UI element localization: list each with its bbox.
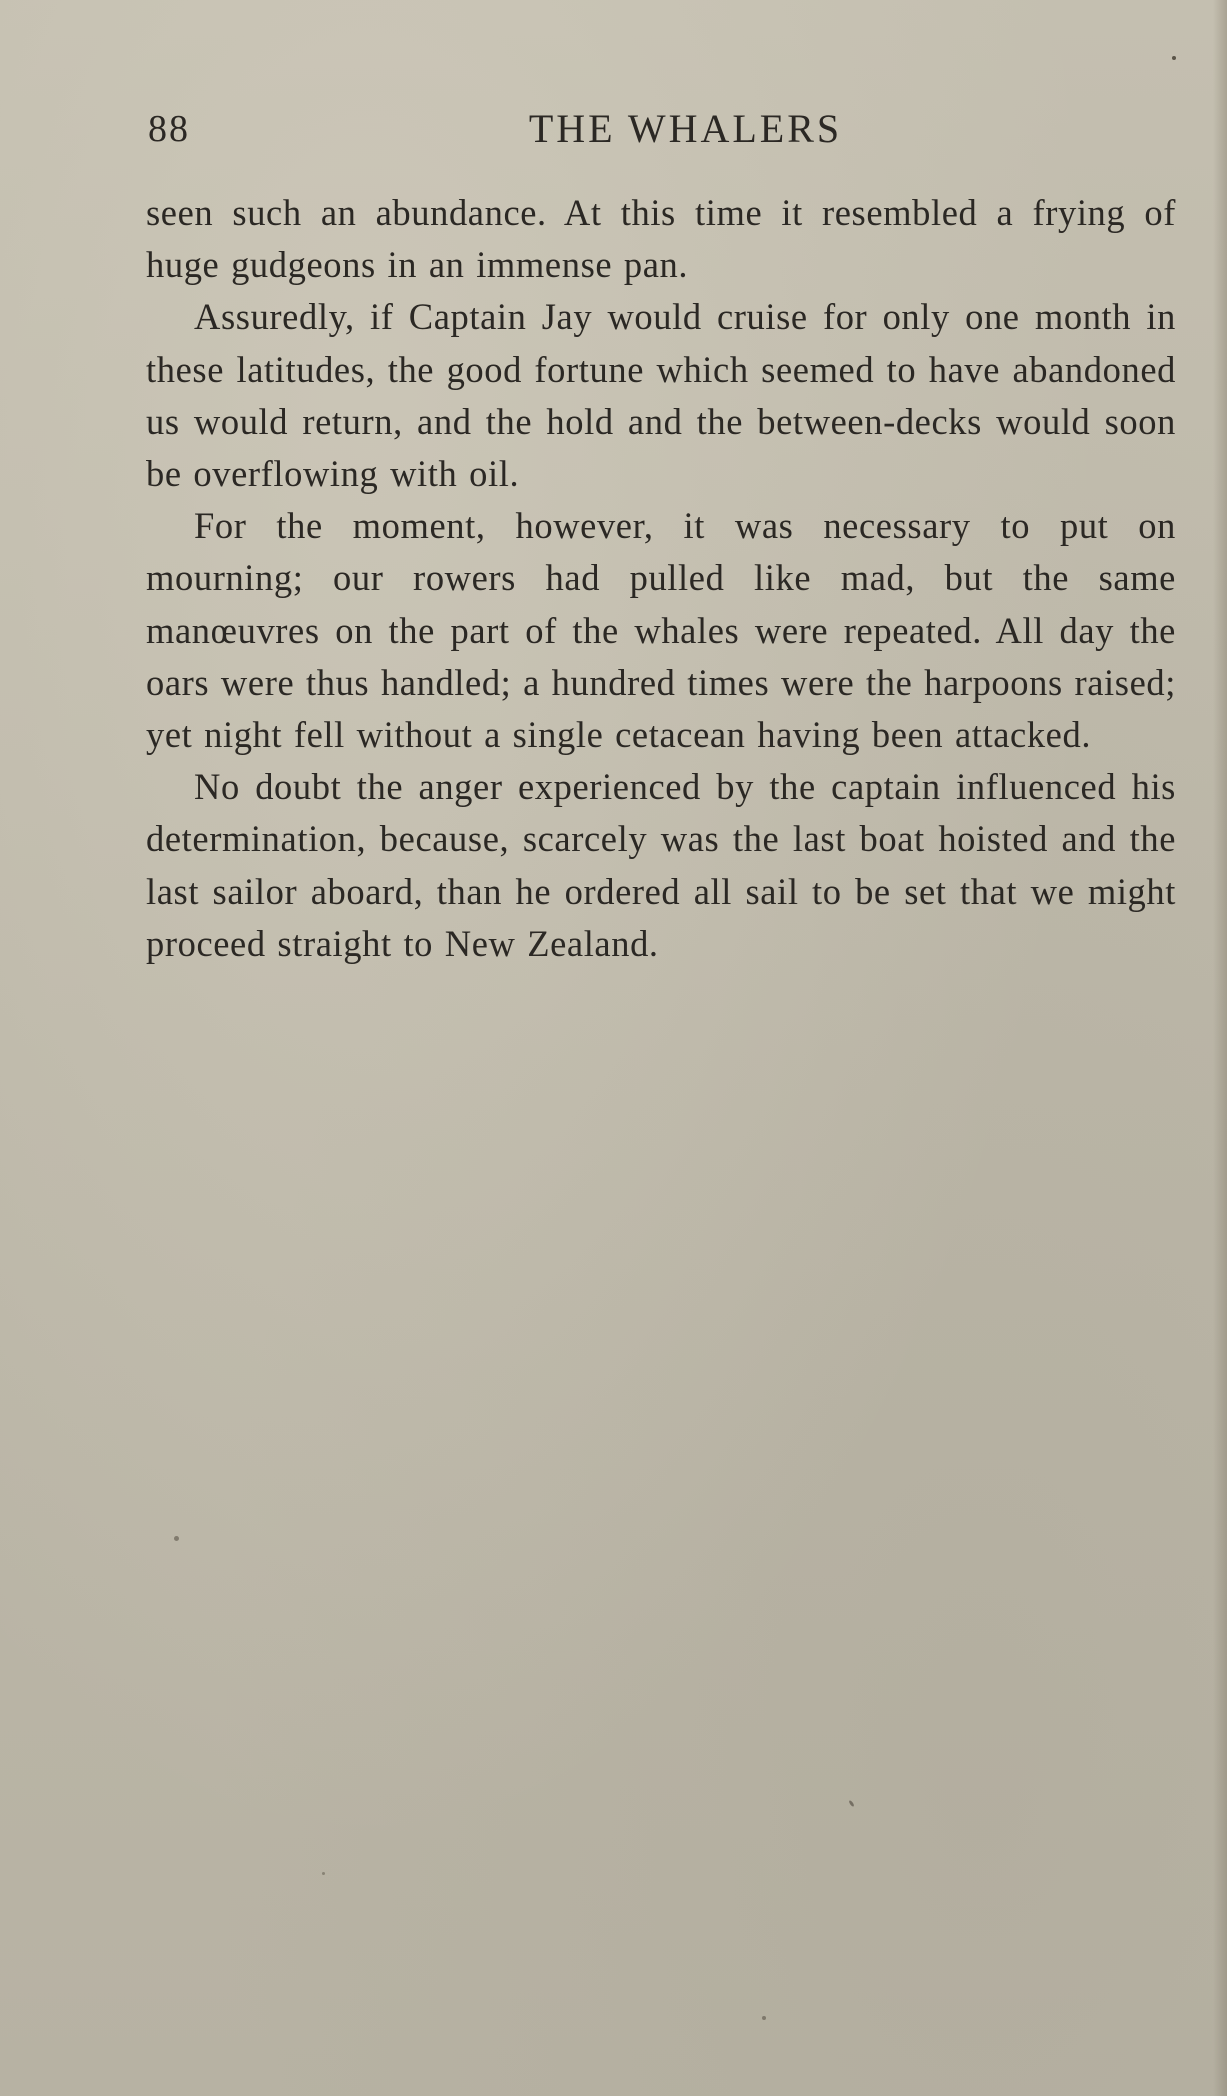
paragraph-3: For the moment, however, it was necessary to put on mourning; our rowers had pulled like mad, but the same manœuvres on the part of the whales were repeated. All day the oars were thus handled; a hundred times were the harpoons raised; yet night fell without a single cetacean having been attacked.: [146, 505, 1176, 756]
page-edge-shadow: [1213, 0, 1227, 2096]
paper-speck: [1172, 56, 1176, 60]
running-head: [148, 104, 1173, 154]
paper-speck: [174, 1536, 179, 1541]
paper-speck: [848, 1800, 854, 1807]
paragraph-2: Assuredly, if Captain Jay would cruise for only one month in these latitudes, the good fortune which seemed to have abandoned us would return, and the hold and the between-decks would soon be overflowing with oil.: [146, 296, 1176, 495]
running-head-title: THE WHALERS: [528, 106, 843, 151]
paper-speck: [322, 1872, 325, 1875]
paper-speck: [762, 2016, 766, 2020]
page-number: 88: [148, 108, 190, 150]
paragraph-4: No doubt the anger experienced by the captain influenced his determination, because, scarcely was the last boat hoisted and the last sailor aboard, than he ordered all sail to be set that we might proceed straight to New Zealand.: [146, 766, 1176, 964]
body-text: [146, 187, 1176, 970]
paragraph-1: seen such an abundance. At this time it resembled a frying of huge gudgeons in an immense pan.: [146, 192, 1176, 286]
